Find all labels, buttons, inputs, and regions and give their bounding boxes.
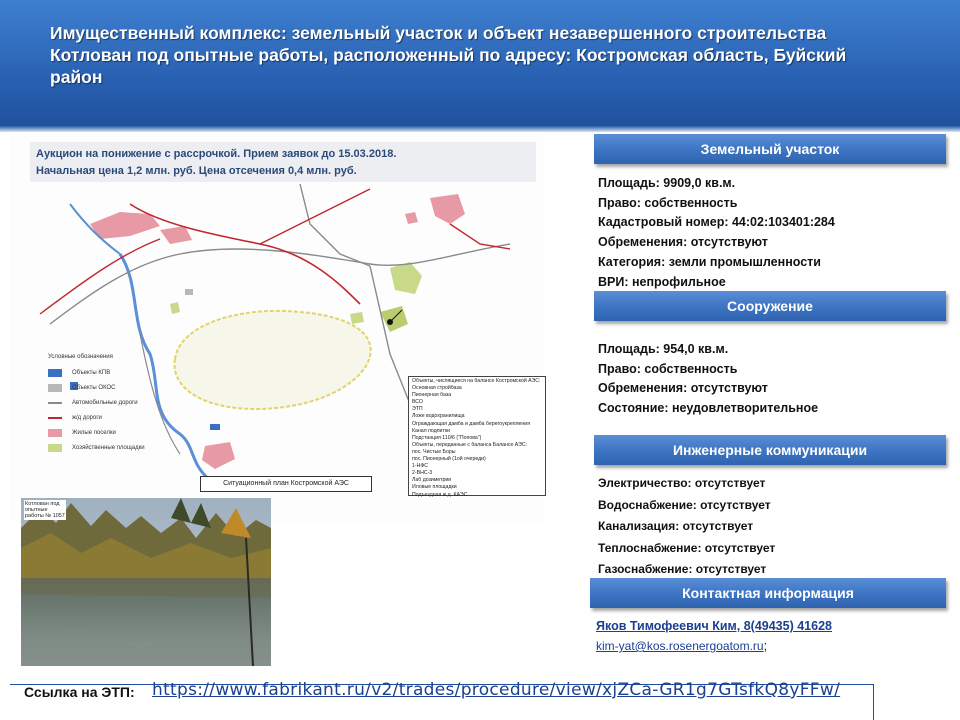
section-header-contact: Контактная информация — [590, 578, 946, 608]
land-category: Категория: земли промышленности — [598, 254, 821, 269]
objects-line: пос. Пионерный (1ой очереди) — [412, 456, 486, 463]
contact-email-link[interactable]: kim-yat@kos.rosenergoatom.ru — [596, 639, 764, 653]
building-condition: Состояние: неудовлетворительное — [598, 401, 819, 416]
utility-water: Водоснабжение: отсутствует — [598, 497, 771, 512]
economic-area — [170, 302, 180, 314]
site-photo — [21, 498, 271, 666]
utility-heating: Теплоснабжение: отсутствует — [598, 540, 776, 555]
okos-object — [185, 289, 193, 295]
photo-label: Котлован под опытные работы № 1057 — [25, 501, 65, 519]
map-legend — [48, 354, 168, 455]
legend-item — [48, 395, 168, 410]
utility-gas: Газоснабжение: отсутствует — [598, 562, 767, 576]
objects-line: ВСО — [412, 399, 423, 406]
land-right: Право: собственность — [598, 195, 738, 210]
legend-item — [48, 380, 168, 395]
auction-note — [30, 142, 536, 182]
utility-electricity: Электричество: отсутствует — [598, 476, 766, 490]
economic-area — [350, 312, 364, 324]
utility-sewerage: Канализация: отсутствует — [598, 519, 754, 533]
legend-swatch — [48, 369, 62, 377]
objects-line: Подстанция 110/6 ("Попова") — [412, 434, 482, 441]
settlement-area — [202, 442, 235, 469]
legend-item — [48, 425, 168, 440]
reservoir — [175, 311, 371, 409]
land-encumbrance: Обременения: отсутствуют — [598, 235, 768, 250]
land-area: Площадь: 9909,0 кв.м. — [598, 176, 736, 190]
legend-label: Автомобильные дороги — [72, 399, 138, 406]
section-header-land: Земельный участок — [594, 134, 946, 164]
page-title — [50, 22, 930, 88]
land-cadastral-number: Кадастровый номер: 44:02:103401:284 — [598, 215, 835, 230]
objects-line: ЭТП — [412, 406, 423, 413]
title-line-2: Котлован под опытные работы, расположенный по адресу: Костромская область, Буйский — [50, 45, 847, 65]
utilities-info — [598, 473, 775, 581]
objects-line: 1-НФС — [412, 463, 429, 470]
kpv-object — [210, 424, 220, 430]
section-header-building: Сооружение — [594, 291, 946, 321]
building-info — [598, 340, 818, 419]
objects-line: Иловые площадки — [412, 484, 457, 491]
railway — [260, 189, 370, 244]
objects-line: пос. Чистые Боры — [412, 448, 456, 455]
legend-item — [48, 365, 168, 380]
railway — [40, 239, 160, 314]
footer-divider-vertical — [873, 684, 874, 720]
settlement-area — [90, 212, 160, 239]
etp-link[interactable]: https://www.fabrikant.ru/v2/trades/procedure/view/xjZCa-GR1g7GTsfkQ8yFFw/ — [152, 680, 841, 700]
legend-swatch — [48, 402, 62, 404]
land-permitted-use: ВРИ: непрофильное — [598, 274, 726, 289]
legend-swatch — [48, 417, 62, 419]
contact-email-suffix: ; — [763, 639, 768, 653]
objects-line: Канал подпитки — [412, 427, 450, 434]
objects-line: Объекты, числящиеся на балансе Костромской АЭС: — [412, 378, 541, 384]
objects-line: Ограждающая дамба и дамба берегоукрепления — [412, 420, 531, 427]
railway — [130, 204, 360, 304]
legend-label: Жилые поселки — [72, 429, 116, 436]
section-header-utilities: Инженерные коммуникации — [594, 435, 946, 465]
economic-area — [390, 262, 422, 294]
map-caption: Ситуационный план Костромской АЭС — [200, 476, 372, 492]
building-right: Право: собственность — [598, 361, 738, 376]
legend-label: ж/д дороги — [72, 414, 102, 421]
legend-swatch — [48, 444, 62, 452]
contact-name-phone[interactable]: Яков Тимофеевич Ким, 8(49435) 41628 — [596, 619, 832, 633]
land-info — [598, 174, 835, 292]
objects-line: Пионерная база — [412, 392, 452, 399]
settlement-area — [405, 212, 418, 224]
auction-line-2: Начальная цена 1,2 млн. руб. Цена отсечения 0,4 млн. руб. — [36, 165, 357, 177]
road — [300, 184, 370, 266]
legend-title: Условные обозначения — [48, 354, 113, 360]
title-line-3: район — [50, 67, 103, 87]
auction-line-1: Аукцион на понижение с рассрочкой. Прием заявок до 15.03.2018. — [36, 148, 397, 160]
objects-line: 2-ВНС-3 — [412, 470, 433, 477]
legend-label: Хозяйственные площадки — [72, 444, 145, 451]
etp-link-label: Ссылка на ЭТП: — [24, 684, 135, 700]
legend-label: Объекты КПВ — [72, 369, 111, 376]
settlement-area — [430, 194, 465, 224]
contact-info — [596, 616, 832, 656]
legend-item — [48, 410, 168, 425]
title-line-1: Имущественный комплекс: земельный участок и объект незавершенного строительства — [50, 23, 827, 43]
objects-line: Ложе водохранилища — [412, 413, 465, 420]
building-area: Площадь: 954,0 кв.м. — [598, 342, 729, 356]
building-encumbrance: Обременения: отсутствуют — [598, 381, 768, 396]
site-photo-image — [21, 498, 271, 666]
legend-label: Объекты ОКОС — [72, 384, 116, 391]
legend-item — [48, 440, 168, 455]
objects-line: Подъездная ж.д. КАЭС — [412, 491, 468, 498]
objects-line: Лаб дозиметрии — [412, 477, 452, 484]
objects-line: Объекты, переданные с баланса Балансе АЭС: — [412, 441, 528, 448]
objects-list-box — [408, 376, 546, 496]
legend-swatch — [48, 384, 62, 392]
legend-swatch — [48, 429, 62, 437]
objects-line: Основная стройбаза — [412, 385, 462, 392]
settlement-area — [160, 226, 192, 244]
